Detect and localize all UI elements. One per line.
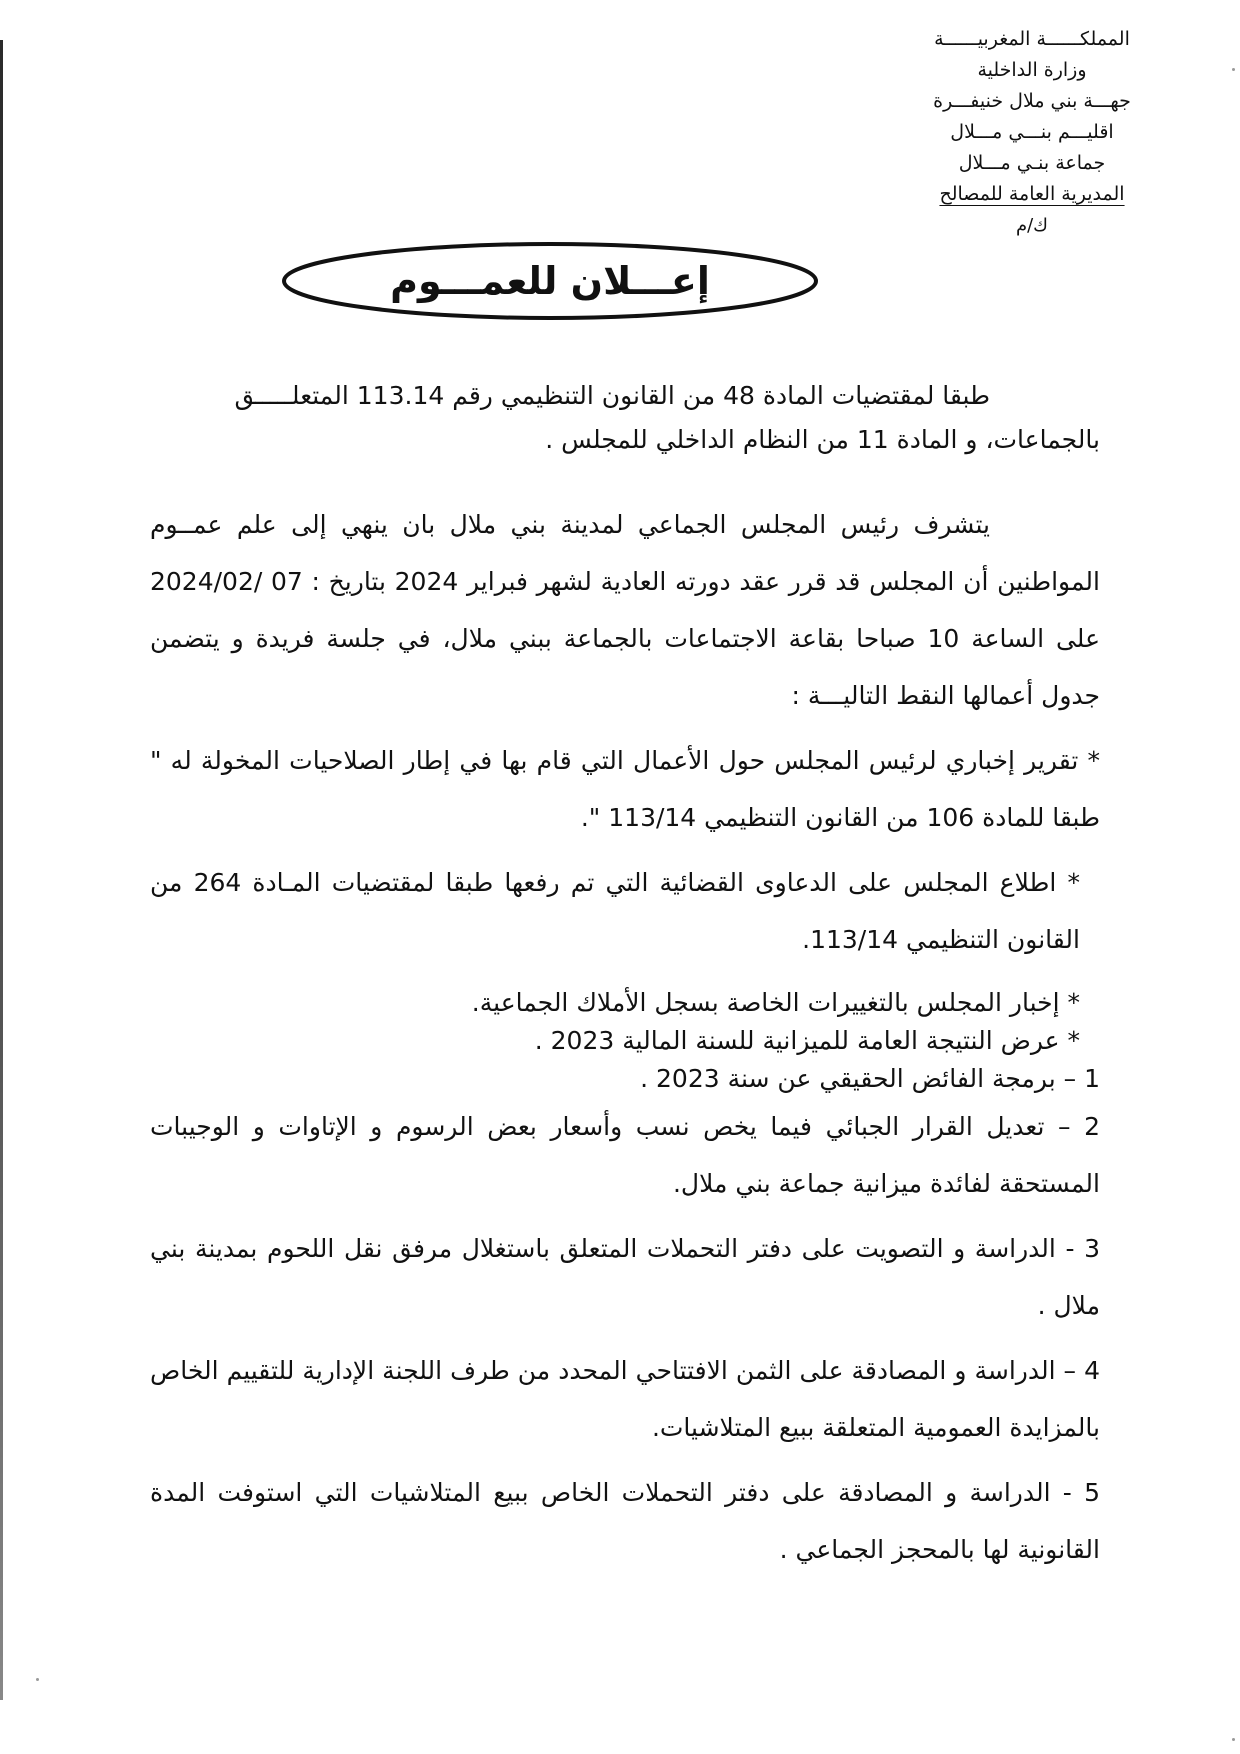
- agenda-numbered-item: 3 - الدراسة و التصويت على دفتر التحملات المتعلق باستغلال مرفق نقل اللحوم بمدينة بني ملال .: [150, 1234, 1100, 1320]
- scan-speck: [36, 1678, 39, 1681]
- letterhead-ministry: وزارة الداخلية: [977, 59, 1087, 81]
- agenda-info-item: * اطلاع المجلس على الدعاوى القضائية التي تم رفعها طبقا لمقتضيات المـادة 264 من القانون التنظيمي 113/14.: [150, 868, 1080, 954]
- announcement-title: إعـــلان للعمـــوم: [390, 259, 710, 303]
- letterhead-province: اقليـــم بنـــي مـــلال: [950, 121, 1114, 143]
- letterhead-region: جهـــة بني ملال خنيفـــرة: [933, 90, 1131, 112]
- agenda-numbered-item: 5 - الدراسة و المصادقة على دفتر التحملات الخاص ببيع المتلاشيات التي استوفت المدة القانونية لها بالمحجز الجماعي .: [150, 1478, 1100, 1564]
- letterhead-directorate: المديرية العامة للمصالح: [939, 183, 1125, 205]
- letterhead: [872, 24, 1192, 241]
- agenda-numbered-item: 2 – تعديل القرار الجبائي فيما يخص نسب وأسعار بعض الرسوم و الإتاوات و الوجيبات المستحقة لفائدة ميزانية جماعة بني ملال.: [150, 1112, 1100, 1198]
- scan-speck: [1232, 1738, 1235, 1741]
- announcement-title-box: [280, 240, 820, 322]
- announcement-body: [150, 374, 1100, 1578]
- letterhead-reference: ك/م: [1015, 215, 1049, 236]
- agenda-numbered-item: 1 – برمجة الفائض الحقيقي عن سنة 2023 .: [640, 1064, 1100, 1093]
- agenda-numbered-item: 4 – الدراسة و المصادقة على الثمن الافتتاحي المحدد من طرف اللجنة الإدارية للتقييم الخاص بالمزايدة العمومية المتعلقة ببيع المتلاشيات.: [150, 1356, 1100, 1442]
- intro-line-1: طبقا لمقتضيات المادة 48 من القانون التنظيمي رقم 113.14 المتعلـــــق: [234, 381, 990, 410]
- agenda-info-item: * تقرير إخباري لرئيس المجلس حول الأعمال التي قام بها في إطار الصلاحيات المخولة له " طبقا للمادة 106 من القانون التنظيمي 113/14 ".: [150, 746, 1100, 832]
- agenda-info-item: * عرض النتيجة العامة للميزانية للسنة المالية 2023 .: [534, 1026, 1080, 1055]
- scan-edge-shadow: [0, 40, 3, 1700]
- scan-speck: [1232, 68, 1235, 71]
- main-paragraph: يتشرف رئيس المجلس الجماعي لمدينة بني ملال بان ينهي إلى علم عمــوم المواطنين أن المجلس قد قرر عقد دورته العادية لشهر فبراير 2024 بتاريخ : 07 /2024/02 على الساعة 10 صباحا بقاعة الاجتماعات بالجماعة ببني ملال، في جلسة فريدة و يتضمن جدول أعمالها النقط التاليـــة :: [150, 510, 1100, 710]
- letterhead-kingdom: المملكــــــة المغربيــــــة: [934, 28, 1130, 50]
- agenda-info-item: * إخبار المجلس بالتغييرات الخاصة بسجل الأملاك الجماعية.: [471, 988, 1080, 1017]
- letterhead-commune: جماعة بنـي مـــلال: [958, 152, 1106, 174]
- intro-line-2: بالجماعات، و المادة 11 من النظام الداخلي للمجلس .: [545, 425, 1100, 454]
